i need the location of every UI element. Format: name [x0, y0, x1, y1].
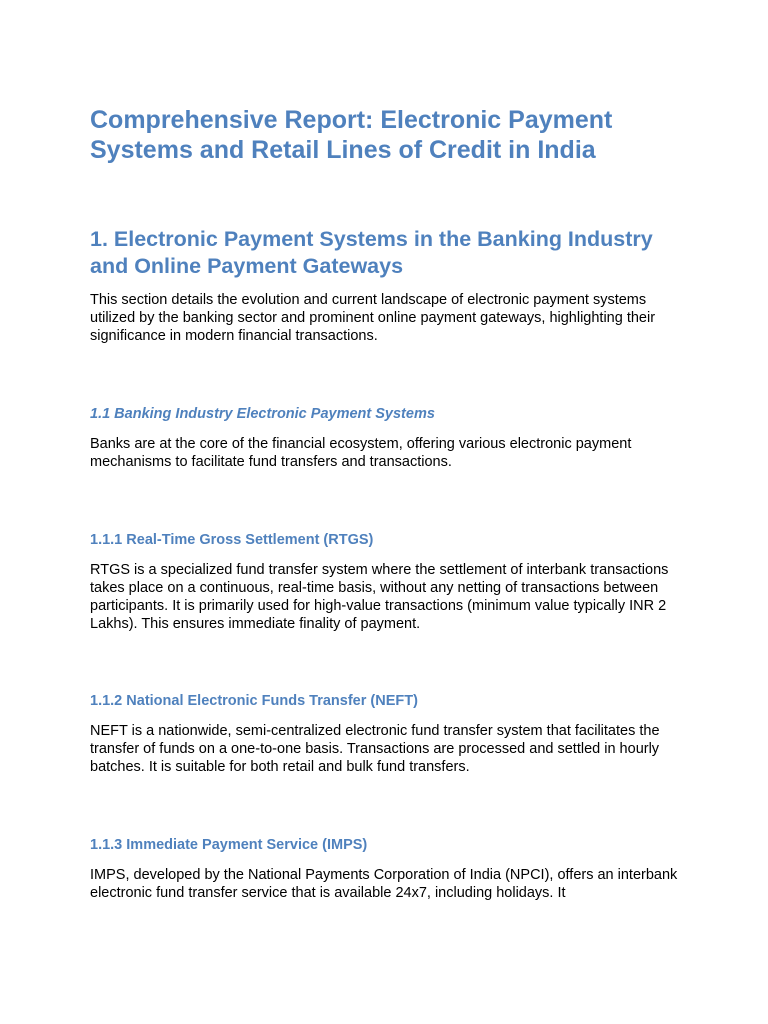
section-heading-1-1-3: 1.1.3 Immediate Payment Service (IMPS): [90, 837, 368, 853]
section-heading-1-1-1: 1.1.1 Real-Time Gross Settlement (RTGS): [90, 532, 374, 548]
imps-paragraph: IMPS, developed by the National Payments Corporation of India (NPCI), offers an interbank electronic fund transfer service that is available 24x7, including holidays. It: [90, 867, 678, 901]
section-1-1-intro-paragraph: Banks are at the core of the financial ecosystem, offering various electronic payment mechanisms to facilitate fund transfers and transactions.: [90, 436, 632, 470]
section-1-intro-paragraph: This section details the evolution and current landscape of electronic payment systems utilized by the banking sector and prominent online payment gateways, highlighting their significance in modern financial transactions.: [90, 292, 656, 344]
section-heading-1: 1. Electronic Payment Systems in the Banking Industry and Online Payment Gateways: [90, 227, 653, 278]
section-heading-1-1: 1.1 Banking Industry Electronic Payment Systems: [90, 406, 435, 422]
neft-paragraph: NEFT is a nationwide, semi-centralized electronic fund transfer system that facilitates the transfer of funds on a one-to-one basis. Transactions are processed and settled in hourly batches. It is suitable for both retail and bulk fund transfers.: [90, 723, 660, 775]
section-heading-1-1-2: 1.1.2 National Electronic Funds Transfer (NEFT): [90, 693, 418, 709]
rtgs-paragraph: RTGS is a specialized fund transfer system where the settlement of interbank transactions takes place on a continuous, real-time basis, without any netting of transactions between participants. It is primarily used for high-value transactions (minimum value typically INR 2 Lakhs). This ensures immediate finality of payment.: [90, 562, 669, 632]
document-title: Comprehensive Report: Electronic Payment Systems and Retail Lines of Credit in India: [90, 106, 613, 164]
